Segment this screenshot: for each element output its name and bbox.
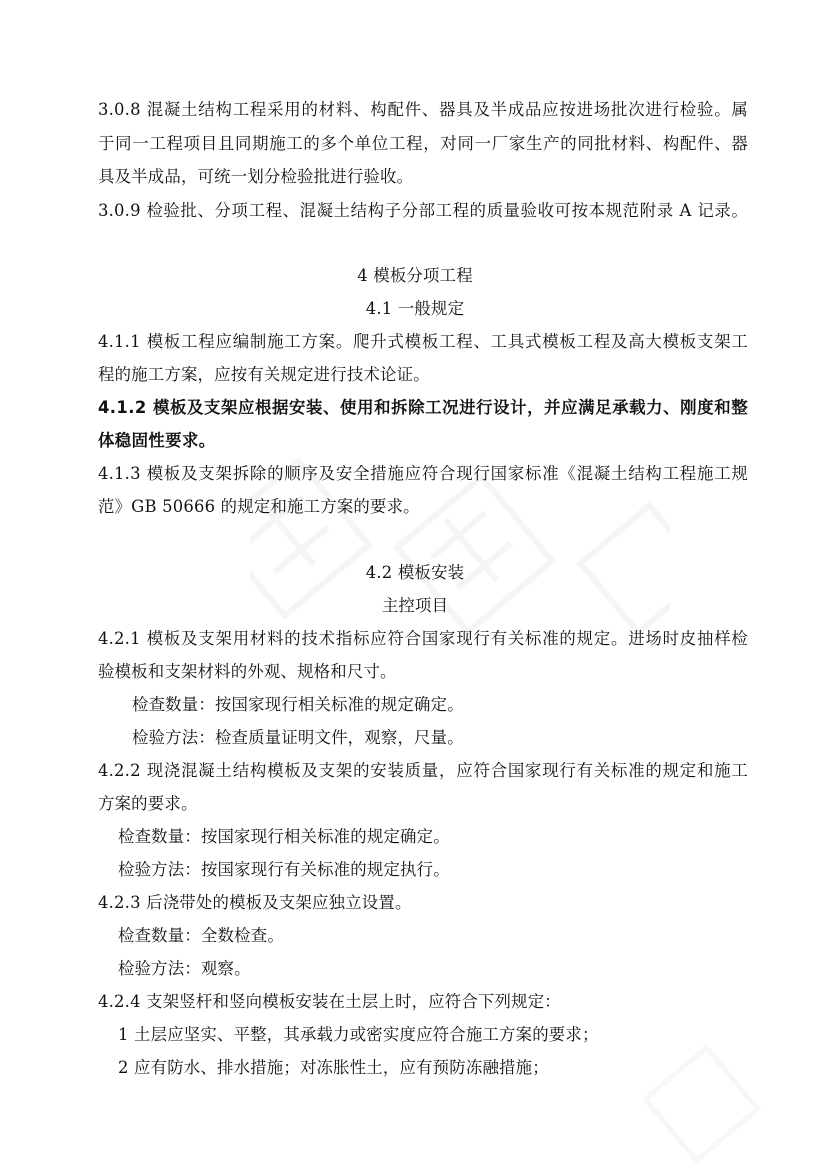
section-title-4-1: 4.1 一般规定: [365, 299, 465, 318]
para-4-1-3-line-2: 范》GB 50666 的规定和施工方案的要求。: [98, 497, 420, 516]
para-4-2-2-check-quantity: 检查数量：按国家现行相关标准的规定确定。: [118, 827, 450, 846]
para-4-2-2-check-method: 检验方法：按国家现行有关标准的规定执行。: [118, 860, 450, 879]
section-title-4-2: 4.2 模板安装: [365, 563, 465, 582]
para-4-1-2-line-2: 体稳固性要求。: [98, 431, 216, 450]
para-4-1-3-line-1: 4.1.3 模板及支架拆除的顺序及安全措施应符合现行国家标准《混凝土结构工程施工规: [98, 464, 748, 483]
subsection-main-control: 主控项目: [381, 596, 449, 615]
para-4-1-1-line-1: 4.1.1 模板工程应编制施工方案。爬升式模板工程、工具式模板工程及高大模板支架工: [98, 332, 748, 351]
para-4-2-4-item-1: 1 土层应坚实、平整，其承载力或密实度应符合施工方案的要求；: [118, 1025, 599, 1044]
para-3-0-8-line-1: 3.0.8 混凝土结构工程采用的材料、构配件、器具及半成品应按进场批次进行检验。属: [98, 100, 748, 119]
para-4-2-4-item-2: 2 应有防水、排水措施；对冻胀性土，应有预防冻融措施；: [118, 1058, 549, 1077]
para-4-2-1-check-quantity: 检查数量：按国家现行相关标准的规定确定。: [132, 695, 464, 714]
para-4-2-3-check-method: 检验方法：观察。: [118, 959, 251, 978]
para-4-2-1-line-1: 4.2.1 模板及支架用材料的技术指标应符合国家现行有关标准的规定。进场时皮抽样检: [98, 629, 748, 648]
para-3-0-8-line-3: 具及半成品，可统一划分检验批进行验收。: [98, 167, 414, 186]
para-4-2-1-check-method: 检验方法：检查质量证明文件，观察，尺量。: [132, 728, 464, 747]
chapter-title: 4 模板分项工程: [357, 266, 473, 285]
para-4-2-1-line-2: 验模板和支架材料的外观、规格和尺寸。: [98, 662, 397, 681]
para-4-1-1-line-2: 程的施工方案，应按有关规定进行技术论证。: [98, 365, 430, 384]
para-3-0-9: 3.0.9 检验批、分项工程、混凝土结构子分部工程的质量验收可按本规范附录 A 记录。: [98, 201, 748, 220]
para-3-0-8-line-2: 于同一工程项目且同期施工的多个单位工程，对同一厂家生产的同批材料、构配件、器: [98, 134, 748, 153]
para-4-2-2-line-1: 4.2.2 现浇混凝土结构模板及支架的安装质量，应符合国家现行有关标准的规定和施工: [98, 761, 748, 780]
para-4-2-2-line-2: 方案的要求。: [98, 794, 198, 813]
para-4-2-3: 4.2.3 后浇带处的模板及支架应独立设置。: [98, 893, 412, 912]
para-4-2-3-check-quantity: 检查数量：全数检查。: [118, 926, 284, 945]
para-4-1-2-line-1: 4.1.2 模板及支架应根据安装、使用和拆除工况进行设计，并应满足承载力、刚度和整: [98, 398, 748, 417]
para-4-2-4: 4.2.4 支架竖杆和竖向模板安装在土层上时，应符合下列规定：: [98, 992, 561, 1011]
